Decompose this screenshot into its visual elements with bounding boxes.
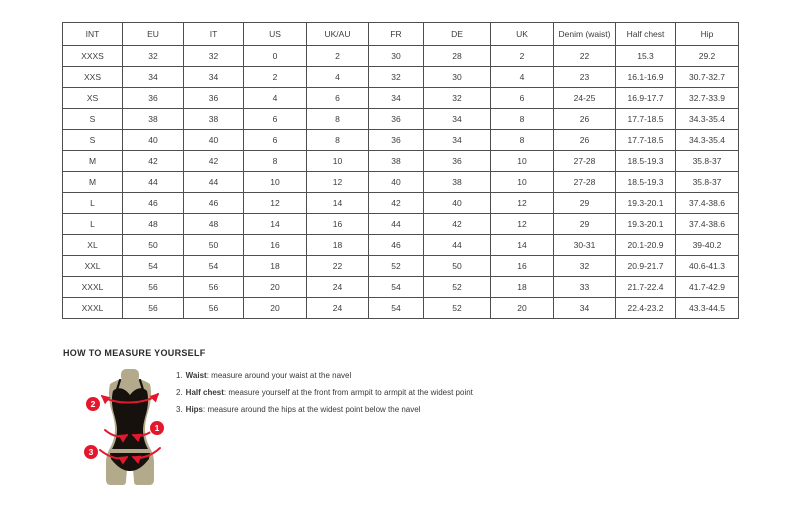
- size-value-cell: 40: [424, 193, 491, 214]
- size-value-cell: 38: [424, 172, 491, 193]
- size-value-cell: 37.4-38.6: [676, 193, 739, 214]
- size-value-cell: 32.7-33.9: [676, 88, 739, 109]
- header-row: [63, 23, 739, 46]
- table-row: [63, 88, 739, 109]
- size-value-cell: 38: [369, 151, 424, 172]
- size-value-cell: 29.2: [676, 46, 739, 67]
- size-value-cell: 8: [491, 130, 554, 151]
- size-value-cell: 42: [369, 193, 424, 214]
- size-value-cell: 20.1-20.9: [616, 235, 676, 256]
- size-value-cell: 34.3-35.4: [676, 109, 739, 130]
- size-value-cell: 35.8-37: [676, 151, 739, 172]
- size-value-cell: 34: [424, 109, 491, 130]
- size-value-cell: 20.9-21.7: [616, 256, 676, 277]
- size-label-cell: L: [63, 214, 123, 235]
- column-header: INT: [63, 23, 123, 46]
- size-value-cell: 32: [123, 46, 184, 67]
- badge-half-chest: 2: [86, 397, 100, 411]
- size-value-cell: 54: [369, 277, 424, 298]
- size-value-cell: 12: [307, 172, 369, 193]
- column-header: UK/AU: [307, 23, 369, 46]
- size-value-cell: 28: [424, 46, 491, 67]
- size-value-cell: 12: [491, 193, 554, 214]
- column-header: Hip: [676, 23, 739, 46]
- size-label-cell: XL: [63, 235, 123, 256]
- size-value-cell: 12: [244, 193, 307, 214]
- size-value-cell: 32: [369, 67, 424, 88]
- size-value-cell: 36: [123, 88, 184, 109]
- size-value-cell: 8: [244, 151, 307, 172]
- size-value-cell: 8: [491, 109, 554, 130]
- size-value-cell: 6: [244, 130, 307, 151]
- size-value-cell: 18.5-19.3: [616, 172, 676, 193]
- size-label-cell: XXXL: [63, 277, 123, 298]
- size-value-cell: 34: [554, 298, 616, 319]
- size-value-cell: 16: [244, 235, 307, 256]
- size-value-cell: 52: [369, 256, 424, 277]
- size-value-cell: 56: [123, 298, 184, 319]
- table-row: [63, 193, 739, 214]
- size-value-cell: 50: [424, 256, 491, 277]
- column-header: FR: [369, 23, 424, 46]
- size-value-cell: 12: [491, 214, 554, 235]
- size-value-cell: 34: [123, 67, 184, 88]
- size-value-cell: 36: [424, 151, 491, 172]
- size-value-cell: 54: [369, 298, 424, 319]
- size-value-cell: 24: [307, 298, 369, 319]
- size-value-cell: 2: [307, 46, 369, 67]
- size-value-cell: 35.8-37: [676, 172, 739, 193]
- size-value-cell: 14: [244, 214, 307, 235]
- size-value-cell: 16.1-16.9: [616, 67, 676, 88]
- size-value-cell: 56: [123, 277, 184, 298]
- table-row: [63, 109, 739, 130]
- size-value-cell: 20: [244, 298, 307, 319]
- size-label-cell: XXXL: [63, 298, 123, 319]
- size-value-cell: 32: [424, 88, 491, 109]
- size-value-cell: 19.3-20.1: [616, 214, 676, 235]
- size-value-cell: 26: [554, 109, 616, 130]
- size-value-cell: 24-25: [554, 88, 616, 109]
- size-label-cell: S: [63, 109, 123, 130]
- size-value-cell: 38: [123, 109, 184, 130]
- column-header: IT: [184, 23, 244, 46]
- step-text: : measure yourself at the front from armpit to armpit at the widest point: [223, 388, 473, 397]
- size-value-cell: 34: [424, 130, 491, 151]
- table-row: [63, 277, 739, 298]
- size-value-cell: 29: [554, 214, 616, 235]
- size-value-cell: 44: [123, 172, 184, 193]
- size-value-cell: 38: [184, 109, 244, 130]
- measure-step: [176, 370, 473, 387]
- size-value-cell: 46: [184, 193, 244, 214]
- size-value-cell: 22: [307, 256, 369, 277]
- size-value-cell: 30.7-32.7: [676, 67, 739, 88]
- size-value-cell: 32: [554, 256, 616, 277]
- size-value-cell: 30: [424, 67, 491, 88]
- size-value-cell: 2: [244, 67, 307, 88]
- size-value-cell: 30: [369, 46, 424, 67]
- step-number: 3.: [176, 405, 183, 414]
- size-value-cell: 56: [184, 277, 244, 298]
- size-label-cell: L: [63, 193, 123, 214]
- table-row: [63, 256, 739, 277]
- size-value-cell: 32: [184, 46, 244, 67]
- size-value-cell: 48: [184, 214, 244, 235]
- step-text: : measure around the hips at the widest point below the navel: [203, 405, 421, 414]
- size-value-cell: 20: [491, 298, 554, 319]
- size-value-cell: 10: [244, 172, 307, 193]
- size-value-cell: 36: [184, 88, 244, 109]
- size-chart-body: [63, 46, 739, 319]
- size-value-cell: 54: [184, 256, 244, 277]
- table-row: [63, 130, 739, 151]
- size-value-cell: 24: [307, 277, 369, 298]
- size-value-cell: 22.4-23.2: [616, 298, 676, 319]
- size-value-cell: 6: [491, 88, 554, 109]
- column-header: DE: [424, 23, 491, 46]
- size-value-cell: 19.3-20.1: [616, 193, 676, 214]
- column-header: EU: [123, 23, 184, 46]
- size-value-cell: 48: [123, 214, 184, 235]
- size-value-cell: 56: [184, 298, 244, 319]
- table-row: [63, 46, 739, 67]
- size-value-cell: 29: [554, 193, 616, 214]
- size-label-cell: S: [63, 130, 123, 151]
- size-value-cell: 44: [369, 214, 424, 235]
- badge-waist: 1: [150, 421, 164, 435]
- size-value-cell: 44: [424, 235, 491, 256]
- size-value-cell: 10: [491, 151, 554, 172]
- table-row: [63, 214, 739, 235]
- size-value-cell: 40.6-41.3: [676, 256, 739, 277]
- measure-step: [176, 404, 473, 421]
- size-value-cell: 46: [123, 193, 184, 214]
- size-value-cell: 15.3: [616, 46, 676, 67]
- size-value-cell: 40: [184, 130, 244, 151]
- size-value-cell: 50: [123, 235, 184, 256]
- size-value-cell: 16.9-17.7: [616, 88, 676, 109]
- size-value-cell: 27-28: [554, 172, 616, 193]
- column-header: UK: [491, 23, 554, 46]
- size-value-cell: 4: [307, 67, 369, 88]
- size-value-cell: 18: [244, 256, 307, 277]
- step-number: 2.: [176, 388, 183, 397]
- size-value-cell: 22: [554, 46, 616, 67]
- size-value-cell: 18: [307, 235, 369, 256]
- size-value-cell: 0: [244, 46, 307, 67]
- measure-steps: [176, 370, 473, 421]
- mannequin-figure: [75, 366, 190, 492]
- size-value-cell: 42: [424, 214, 491, 235]
- size-value-cell: 8: [307, 130, 369, 151]
- size-value-cell: 17.7-18.5: [616, 130, 676, 151]
- size-label-cell: XXS: [63, 67, 123, 88]
- size-label-cell: M: [63, 151, 123, 172]
- size-value-cell: 33: [554, 277, 616, 298]
- size-value-cell: 10: [491, 172, 554, 193]
- table-row: [63, 235, 739, 256]
- size-value-cell: 21.7-22.4: [616, 277, 676, 298]
- column-header: US: [244, 23, 307, 46]
- measure-section-title: HOW TO MEASURE YOURSELF: [63, 348, 206, 358]
- size-value-cell: 26: [554, 130, 616, 151]
- size-value-cell: 4: [244, 88, 307, 109]
- size-value-cell: 20: [244, 277, 307, 298]
- size-label-cell: XXL: [63, 256, 123, 277]
- size-value-cell: 52: [424, 298, 491, 319]
- size-chart-header: [63, 23, 739, 46]
- badge-hips: 3: [84, 445, 98, 459]
- size-value-cell: 52: [424, 277, 491, 298]
- table-row: [63, 298, 739, 319]
- size-value-cell: 34: [184, 67, 244, 88]
- size-value-cell: 27-28: [554, 151, 616, 172]
- size-value-cell: 10: [307, 151, 369, 172]
- measure-step: [176, 387, 473, 404]
- size-value-cell: 36: [369, 109, 424, 130]
- size-value-cell: 17.7-18.5: [616, 109, 676, 130]
- size-value-cell: 18: [491, 277, 554, 298]
- size-value-cell: 34: [369, 88, 424, 109]
- size-value-cell: 16: [491, 256, 554, 277]
- column-header: Half chest: [616, 23, 676, 46]
- table-row: [63, 172, 739, 193]
- size-value-cell: 42: [123, 151, 184, 172]
- size-value-cell: 6: [307, 88, 369, 109]
- step-term: Waist: [185, 371, 207, 380]
- size-value-cell: 40: [123, 130, 184, 151]
- size-value-cell: 2: [491, 46, 554, 67]
- size-label-cell: XXXS: [63, 46, 123, 67]
- step-number: 1.: [176, 371, 183, 380]
- size-value-cell: 4: [491, 67, 554, 88]
- step-term: Half chest: [185, 388, 224, 397]
- size-value-cell: 36: [369, 130, 424, 151]
- size-value-cell: 54: [123, 256, 184, 277]
- column-header: Denim (waist): [554, 23, 616, 46]
- size-value-cell: 30-31: [554, 235, 616, 256]
- size-value-cell: 34.3-35.4: [676, 130, 739, 151]
- size-value-cell: 6: [244, 109, 307, 130]
- size-value-cell: 14: [491, 235, 554, 256]
- size-value-cell: 44: [184, 172, 244, 193]
- size-value-cell: 43.3-44.5: [676, 298, 739, 319]
- size-value-cell: 46: [369, 235, 424, 256]
- mannequin-illustration: [75, 366, 190, 492]
- step-text: : measure around your waist at the navel: [206, 371, 352, 380]
- size-value-cell: 23: [554, 67, 616, 88]
- table-row: [63, 151, 739, 172]
- size-value-cell: 37.4-38.6: [676, 214, 739, 235]
- size-value-cell: 8: [307, 109, 369, 130]
- size-value-cell: 16: [307, 214, 369, 235]
- size-value-cell: 39-40.2: [676, 235, 739, 256]
- size-value-cell: 50: [184, 235, 244, 256]
- table-row: [63, 67, 739, 88]
- size-value-cell: 42: [184, 151, 244, 172]
- size-value-cell: 18.5-19.3: [616, 151, 676, 172]
- size-label-cell: XS: [63, 88, 123, 109]
- size-value-cell: 14: [307, 193, 369, 214]
- size-value-cell: 41.7-42.9: [676, 277, 739, 298]
- size-label-cell: M: [63, 172, 123, 193]
- step-term: Hips: [185, 405, 204, 414]
- size-chart-table: [62, 22, 739, 319]
- size-value-cell: 40: [369, 172, 424, 193]
